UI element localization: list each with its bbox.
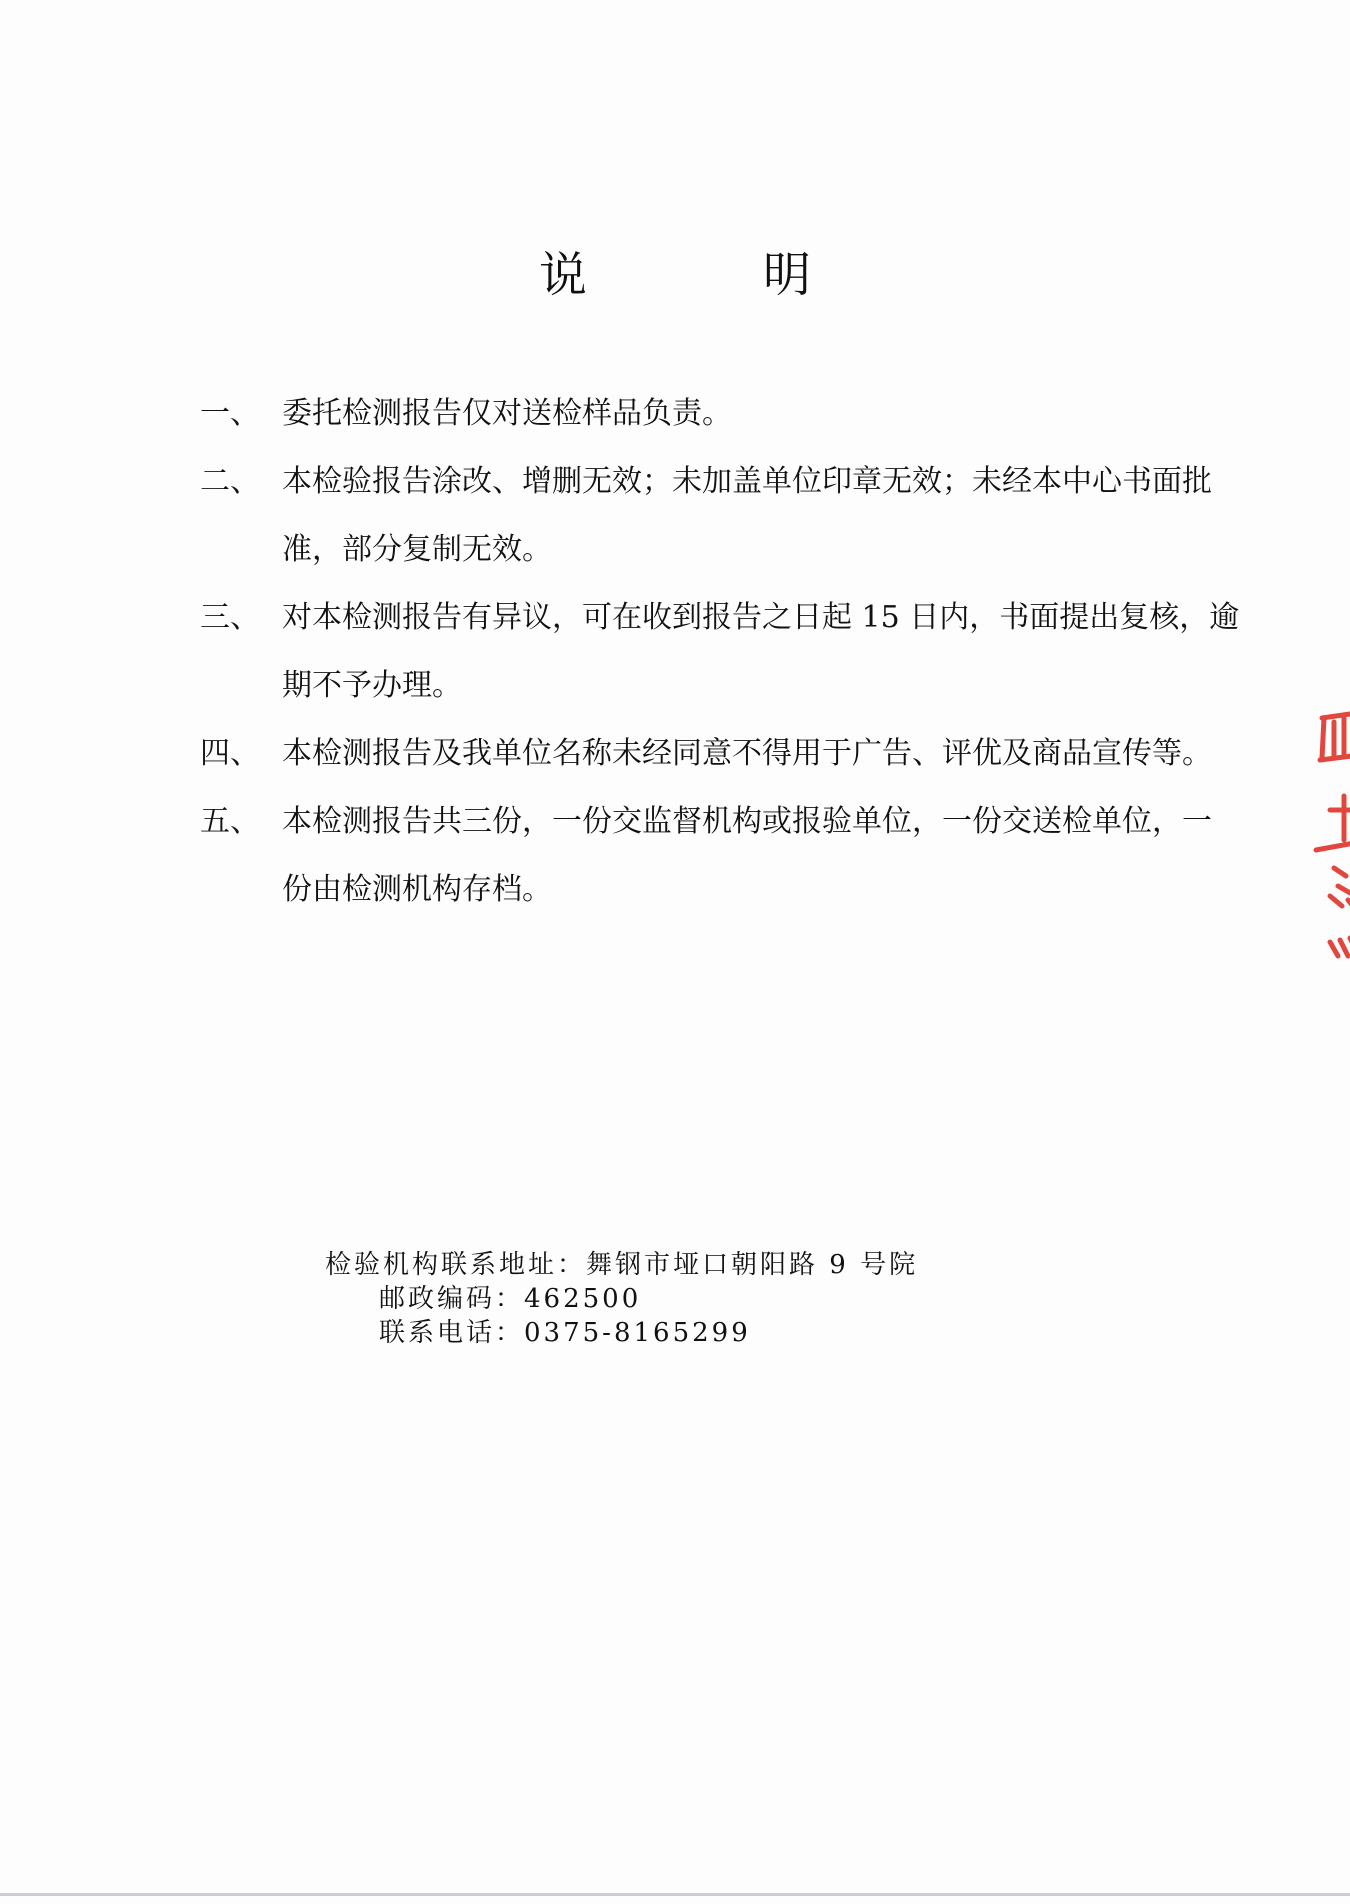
note-text: 委托检测报告仅对送检样品负责。 — [282, 396, 732, 431]
red-seal-stamp-fragment — [1300, 700, 1350, 980]
note-item-2 — [200, 448, 1240, 584]
contact-postcode: 邮政编码：462500 — [379, 1284, 642, 1314]
notes-list — [200, 380, 1240, 924]
note-text: 本检测报告及我单位名称未经同意不得用于广告、评优及商品宣传等。 — [282, 736, 1212, 771]
note-item-5 — [200, 788, 1240, 924]
title-char-2: 明 — [763, 247, 812, 303]
note-text: 本检验报告涂改、增删无效；未加盖单位印章无效；未经本中心书面批准，部分复制无效。 — [282, 464, 1212, 567]
note-item-3 — [200, 584, 1240, 720]
note-number: 一、 — [200, 396, 260, 431]
note-number: 三、 — [200, 600, 260, 635]
note-item-4 — [200, 720, 1240, 788]
note-number: 五、 — [200, 804, 260, 839]
note-item-1 — [200, 380, 1240, 448]
note-text: 本检测报告共三份，一份交监督机构或报验单位，一份交送检单位，一份由检测机构存档。 — [282, 804, 1212, 907]
page-title — [0, 236, 1350, 305]
note-number: 二、 — [200, 464, 260, 499]
title-char-1: 说 — [538, 247, 587, 303]
contact-phone: 联系电话：0375-8165299 — [379, 1318, 751, 1348]
page-bottom-edge — [0, 1893, 1350, 1896]
contact-block — [325, 1248, 918, 1350]
contact-address: 检验机构联系地址：舞钢市垭口朝阳路 9 号院 — [325, 1250, 919, 1280]
note-number: 四、 — [200, 736, 260, 771]
note-text: 对本检测报告有异议，可在收到报告之日起 15 日内，书面提出复核，逾期不予办理。 — [282, 600, 1240, 703]
